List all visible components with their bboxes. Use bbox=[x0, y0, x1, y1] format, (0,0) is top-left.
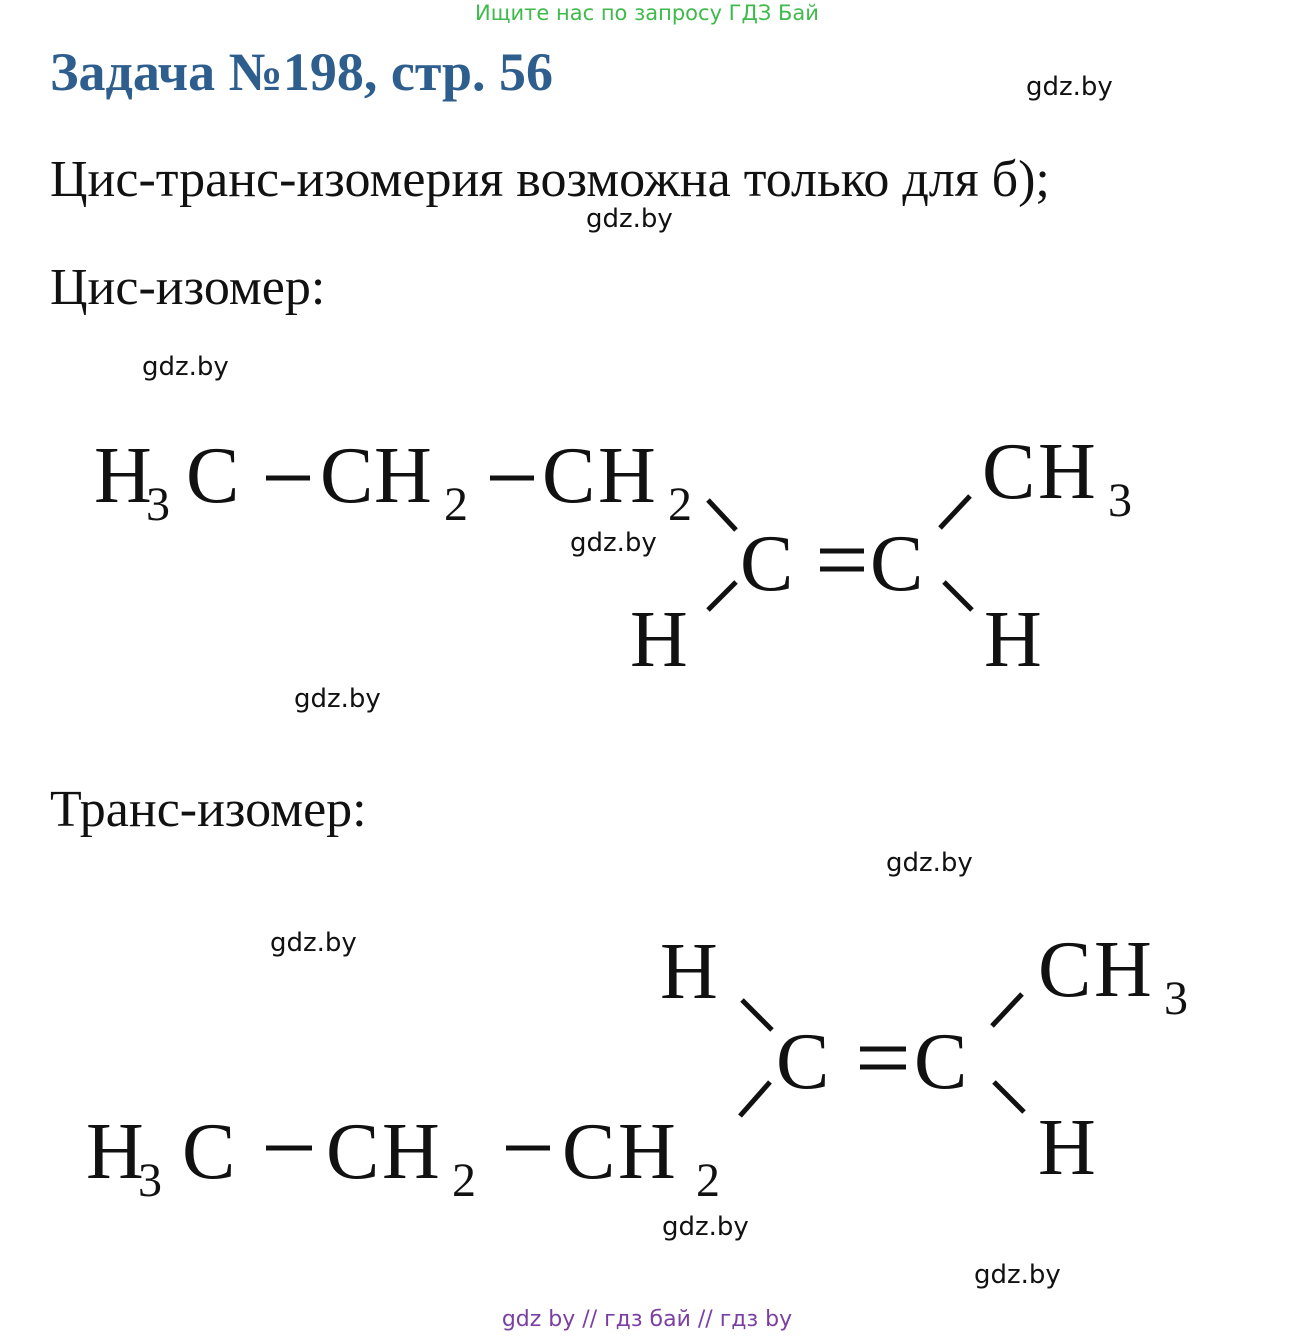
subscript-2: 2 bbox=[444, 478, 468, 531]
subscript-3: 3 bbox=[1164, 972, 1188, 1025]
subscript-3: 3 bbox=[138, 1154, 162, 1207]
atom-h: H bbox=[94, 432, 152, 520]
bond-to-ch2 bbox=[740, 1082, 770, 1116]
bond-to-ch3 bbox=[940, 496, 970, 528]
atom-h: H bbox=[1094, 926, 1152, 1014]
atom-h: H bbox=[984, 596, 1042, 684]
atom-h: H bbox=[598, 432, 656, 520]
atom-h: H bbox=[382, 1108, 440, 1196]
subscript-2: 2 bbox=[696, 1154, 720, 1207]
atom-c: C bbox=[326, 1108, 380, 1196]
atom-h: H bbox=[630, 596, 688, 684]
bond-to-h bbox=[708, 582, 736, 610]
subscript-2: 2 bbox=[668, 478, 692, 531]
subscript-2: 2 bbox=[452, 1154, 476, 1207]
watermark: gdz.by bbox=[570, 528, 657, 558]
atom-c: C bbox=[1038, 926, 1092, 1014]
watermark: gdz.by bbox=[142, 352, 229, 382]
cis-heading: Цис-изомер: bbox=[50, 259, 326, 316]
watermark: gdz.by bbox=[294, 684, 381, 714]
atom-c: C bbox=[914, 1018, 968, 1106]
watermark: gdz.by bbox=[1026, 72, 1113, 102]
watermark: gdz.by bbox=[270, 928, 357, 958]
atom-c: C bbox=[776, 1018, 830, 1106]
subscript-3: 3 bbox=[146, 478, 170, 531]
atom-c: C bbox=[186, 432, 240, 520]
bond-to-h bbox=[944, 582, 972, 610]
atom-h: H bbox=[1038, 428, 1096, 516]
atom-h: H bbox=[618, 1108, 676, 1196]
footer-links: gdz by // гдз бай // гдз by bbox=[501, 1307, 793, 1332]
statement-text: Цис-транс-изомерия возможна только для б); bbox=[50, 151, 1050, 208]
bond-to-ch3 bbox=[992, 994, 1022, 1026]
top-banner: Ищите нас по запросу ГДЗ Бай bbox=[475, 1, 819, 25]
atom-c: C bbox=[740, 520, 794, 608]
atom-c: C bbox=[982, 428, 1036, 516]
watermark: gdz.by bbox=[586, 204, 673, 234]
trans-isomer-formula bbox=[86, 926, 1188, 1207]
atom-h: H bbox=[86, 1108, 144, 1196]
bond-to-h bbox=[994, 1082, 1024, 1112]
atom-c: C bbox=[870, 520, 924, 608]
page-title: Задача №198, стр. 56 bbox=[50, 42, 554, 102]
atom-c: C bbox=[182, 1108, 236, 1196]
watermark: gdz.by bbox=[662, 1212, 749, 1242]
atom-h: H bbox=[374, 432, 432, 520]
atom-c: C bbox=[542, 432, 596, 520]
trans-heading: Транс-изомер: bbox=[50, 781, 367, 838]
subscript-3: 3 bbox=[1108, 474, 1132, 527]
atom-c: C bbox=[562, 1108, 616, 1196]
atom-h: H bbox=[1038, 1104, 1096, 1192]
bond-to-h bbox=[742, 1000, 772, 1030]
atom-h: H bbox=[660, 928, 718, 1016]
atom-c: C bbox=[320, 432, 374, 520]
watermark: gdz.by bbox=[886, 848, 973, 878]
watermark: gdz.by bbox=[974, 1260, 1061, 1290]
bond-to-ch2 bbox=[708, 500, 736, 530]
